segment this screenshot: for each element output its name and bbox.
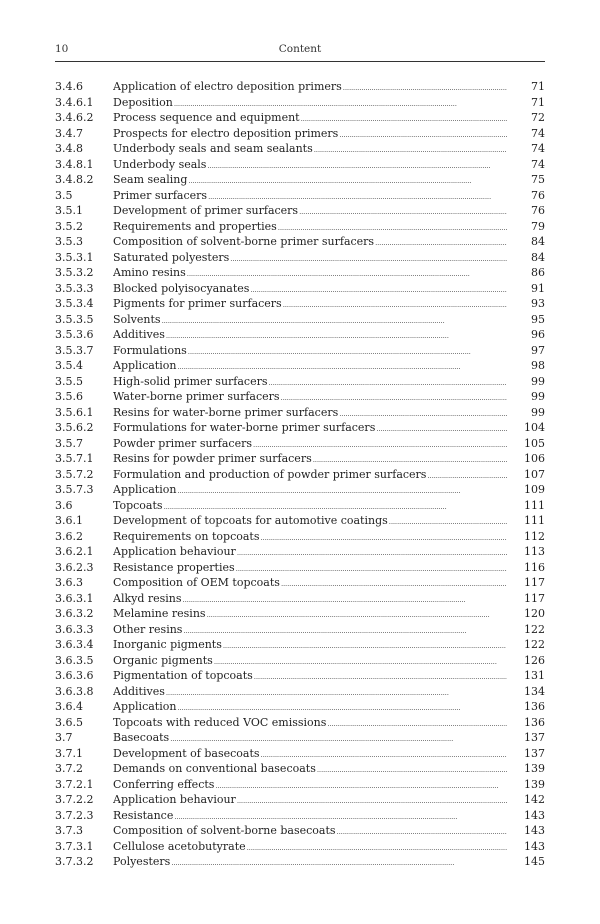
toc-entry (55, 95, 545, 111)
section-title: Water-borne primer surfacers (113, 390, 280, 403)
toc-entry (55, 389, 545, 405)
section-number: 3.5.7.1 (55, 452, 94, 465)
section-number: 3.4.8.1 (55, 157, 94, 171)
page-reference: 145 (524, 855, 545, 868)
section-number: 3.5.7.3 (55, 483, 94, 496)
toc-entry (55, 622, 545, 638)
section-title: Pigments for primer surfacers (113, 297, 282, 310)
section-number: 3.4.8.2 (55, 173, 94, 186)
section-number: 3.6.3.6 (55, 669, 94, 682)
toc-entry (55, 451, 545, 467)
section-title: Basecoats (113, 731, 170, 744)
page-reference: 105 (524, 436, 545, 450)
toc-entry (55, 637, 545, 653)
page-reference: 109 (524, 483, 545, 496)
section-number: 3.5.3.4 (55, 297, 94, 310)
page-reference: 97 (531, 343, 545, 357)
section-title: Blocked polyisocyanates (113, 281, 250, 295)
page-reference: 134 (524, 684, 545, 698)
page-reference: 106 (524, 452, 545, 465)
page-reference: 113 (524, 545, 545, 558)
toc-entry (55, 777, 545, 793)
section-number: 3.6.1 (55, 514, 83, 527)
section-number: 3.5 (55, 188, 73, 202)
section-title: Cellulose acetobutyrate (113, 839, 246, 853)
section-number: 3.5.7.2 (55, 467, 94, 481)
page-reference: 117 (524, 591, 545, 605)
toc-entry (55, 529, 545, 545)
section-title: Development of primer surfacers (113, 204, 299, 217)
toc-entry (55, 591, 545, 607)
page-reference: 122 (524, 638, 545, 651)
page-reference: 99 (531, 374, 545, 388)
page-reference: 120 (524, 607, 545, 620)
section-number: 3.7.3.1 (55, 839, 94, 853)
page-reference: 76 (531, 204, 545, 217)
toc-entry (55, 343, 545, 359)
section-title: Deposition (113, 95, 173, 109)
section-title: Requirements on topcoats (113, 529, 260, 543)
toc-entry (55, 436, 545, 452)
section-title: Application (113, 483, 177, 496)
section-number: 3.5.6 (55, 390, 83, 403)
page-reference: 107 (524, 467, 545, 481)
section-title: Powder primer surfacers (113, 436, 253, 450)
page-reference: 99 (531, 390, 545, 403)
section-number: 3.5.3.3 (55, 281, 94, 295)
page-number: 10 (55, 43, 69, 55)
page-reference: 84 (531, 250, 545, 264)
page-reference: 142 (524, 793, 545, 806)
section-number: 3.5.3.5 (55, 312, 94, 326)
section-title: Composition of solvent-borne primer surfacers (113, 235, 375, 248)
section-title: Primer surfacers (113, 188, 208, 202)
page-reference: 143 (524, 824, 545, 837)
section-title: Inorganic pigments (113, 638, 222, 651)
toc-entry (55, 110, 545, 126)
section-number: 3.5.6.1 (55, 405, 94, 419)
toc-entry (55, 405, 545, 421)
toc-entry (55, 498, 545, 514)
running-title: Content (278, 43, 322, 55)
page-reference: 137 (524, 746, 545, 760)
section-number: 3.5.6.2 (55, 421, 94, 434)
section-number: 3.6 (55, 498, 73, 512)
section-number: 3.5.5 (55, 374, 83, 388)
section-number: 3.5.1 (55, 204, 83, 217)
section-title: Topcoats (113, 498, 163, 512)
page-reference: 74 (531, 142, 545, 155)
section-number: 3.6.4 (55, 700, 83, 713)
section-title: Underbody seals (113, 157, 207, 171)
toc-entry (55, 374, 545, 390)
leader-dots (113, 854, 507, 872)
toc-entry (55, 157, 545, 173)
section-title: Conferring effects (113, 777, 215, 791)
section-title: Requirements and properties (113, 219, 277, 233)
toc-entry (55, 513, 545, 529)
section-number: 3.6.2.3 (55, 560, 94, 574)
section-title: Alkyd resins (113, 591, 182, 605)
section-title: Application (113, 359, 177, 372)
section-number: 3.5.3.6 (55, 328, 94, 341)
section-title: Composition of solvent-borne basecoats (113, 824, 336, 837)
page-reference: 143 (524, 808, 545, 822)
page-reference: 74 (531, 157, 545, 171)
page-reference: 96 (531, 328, 545, 341)
page-reference: 93 (531, 297, 545, 310)
page-reference: 76 (531, 188, 545, 202)
section-title: Resistance properties (113, 560, 235, 574)
toc-entry (55, 420, 545, 436)
page-reference: 116 (524, 560, 545, 574)
section-number: 3.6.3.1 (55, 591, 94, 605)
section-number: 3.4.6.1 (55, 95, 94, 109)
toc-entry (55, 219, 545, 235)
page-reference: 75 (531, 173, 545, 186)
page-reference: 86 (531, 266, 545, 279)
toc-entry (55, 296, 545, 312)
toc-entry (55, 715, 545, 731)
section-number: 3.6.3.8 (55, 684, 94, 698)
section-number: 3.6.2 (55, 529, 83, 543)
section-number: 3.4.6.2 (55, 111, 94, 124)
section-title: Amino resins (113, 266, 186, 279)
section-title: Development of basecoats (113, 746, 260, 760)
section-title: Saturated polyesters (113, 250, 230, 264)
section-number: 3.6.3.4 (55, 638, 94, 651)
page-reference: 84 (531, 235, 545, 248)
page-reference: 136 (524, 715, 545, 729)
page-reference: 71 (531, 80, 545, 93)
section-number: 3.7.2.1 (55, 777, 94, 791)
section-number: 3.6.5 (55, 715, 83, 729)
section-title: Pigmentation of topcoats (113, 669, 253, 682)
section-title: Polyesters (113, 855, 171, 868)
page-reference: 139 (524, 762, 545, 775)
section-number: 3.5.3 (55, 235, 83, 248)
section-number: 3.6.3.5 (55, 653, 94, 667)
toc-entry (55, 575, 545, 591)
section-number: 3.7.1 (55, 746, 83, 760)
page-reference: 74 (531, 126, 545, 140)
page-reference: 111 (524, 514, 545, 527)
section-number: 3.7 (55, 731, 73, 744)
toc-entry (55, 141, 545, 157)
section-number: 3.4.8 (55, 142, 83, 155)
toc-entry (55, 327, 545, 343)
section-number: 3.5.2 (55, 219, 83, 233)
section-number: 3.5.3.2 (55, 266, 94, 279)
toc-entry (55, 482, 545, 498)
section-number: 3.7.3 (55, 824, 83, 837)
section-number: 3.6.2.1 (55, 545, 94, 558)
table-of-contents (55, 79, 545, 870)
page-reference: 79 (531, 219, 545, 233)
toc-entry (55, 467, 545, 483)
section-number: 3.7.2.2 (55, 793, 94, 806)
section-title: Additives (113, 328, 165, 341)
toc-entry (55, 203, 545, 219)
section-number: 3.7.2 (55, 762, 83, 775)
toc-entry (55, 126, 545, 142)
section-title: Development of topcoats for automotive coatings (113, 514, 388, 527)
toc-entry (55, 668, 545, 684)
toc-entry (55, 792, 545, 808)
section-number: 3.5.7 (55, 436, 83, 450)
section-title: Formulations for water-borne primer surfacers (113, 421, 376, 434)
toc-entry (55, 188, 545, 204)
toc-entry (55, 653, 545, 669)
page-reference: 112 (524, 529, 545, 543)
page-reference: 98 (531, 359, 545, 372)
section-number: 3.4.7 (55, 126, 83, 140)
section-title: Underbody seals and seam sealants (113, 142, 313, 155)
section-title: Seam sealing (113, 173, 188, 186)
page-reference: 143 (524, 839, 545, 853)
section-number: 3.5.4 (55, 359, 83, 372)
page-reference: 131 (524, 669, 545, 682)
section-title: Composition of OEM topcoats (113, 576, 280, 589)
section-title: Resins for water-borne primer surfacers (113, 405, 339, 419)
toc-entry (55, 808, 545, 824)
toc-entry (55, 79, 545, 95)
section-number: 3.6.3.2 (55, 607, 94, 620)
toc-entry (55, 854, 545, 870)
page-reference: 91 (531, 281, 545, 295)
section-title: High-solid primer surfacers (113, 374, 268, 388)
toc-entry (55, 823, 545, 839)
page-reference: 95 (531, 312, 545, 326)
toc-entry (55, 746, 545, 762)
section-title: Melamine resins (113, 607, 206, 620)
toc-entry (55, 839, 545, 855)
section-title: Topcoats with reduced VOC emissions (113, 715, 327, 729)
section-number: 3.6.3.3 (55, 622, 94, 636)
toc-entry (55, 544, 545, 560)
page-reference: 137 (524, 731, 545, 744)
toc-entry (55, 684, 545, 700)
page-reference: 111 (524, 498, 545, 512)
page-reference: 71 (531, 95, 545, 109)
toc-entry (55, 250, 545, 266)
section-title: Application behaviour (113, 793, 236, 806)
section-title: Formulations (113, 343, 187, 357)
section-title: Application behaviour (113, 545, 236, 558)
toc-entry (55, 265, 545, 281)
section-title: Resistance (113, 808, 174, 822)
page-reference: 99 (531, 405, 545, 419)
toc-entry (55, 234, 545, 250)
toc-entry (55, 761, 545, 777)
section-number: 3.5.3.7 (55, 343, 94, 357)
header-rule (55, 61, 545, 62)
toc-entry (55, 312, 545, 328)
section-title: Application (113, 700, 177, 713)
page-reference: 136 (524, 700, 545, 713)
toc-entry (55, 606, 545, 622)
section-title: Application of electro deposition primers (113, 80, 342, 93)
toc-entry (55, 730, 545, 746)
toc-entry (55, 358, 545, 374)
section-title: Demands on conventional basecoats (113, 762, 316, 775)
page-reference: 122 (524, 622, 545, 636)
toc-entry (55, 699, 545, 715)
section-title: Process sequence and equipment (113, 111, 300, 124)
page-reference: 126 (524, 653, 545, 667)
section-title: Additives (113, 684, 165, 698)
section-number: 3.7.3.2 (55, 855, 94, 868)
section-title: Other resins (113, 622, 183, 636)
page-reference: 117 (524, 576, 545, 589)
page-header (55, 43, 545, 59)
page-reference: 104 (524, 421, 545, 434)
toc-entry (55, 172, 545, 188)
section-title: Organic pigments (113, 653, 213, 667)
section-number: 3.7.2.3 (55, 808, 94, 822)
page-reference: 72 (531, 111, 545, 124)
toc-entry (55, 281, 545, 297)
section-title: Prospects for electro deposition primers (113, 126, 339, 140)
section-title: Solvents (113, 312, 161, 326)
page-reference: 139 (524, 777, 545, 791)
section-title: Formulation and production of powder primer surfacers (113, 467, 427, 481)
section-number: 3.5.3.1 (55, 250, 94, 264)
section-title: Resins for powder primer surfacers (113, 452, 312, 465)
section-number: 3.6.3 (55, 576, 83, 589)
toc-entry (55, 560, 545, 576)
section-number: 3.4.6 (55, 80, 83, 93)
